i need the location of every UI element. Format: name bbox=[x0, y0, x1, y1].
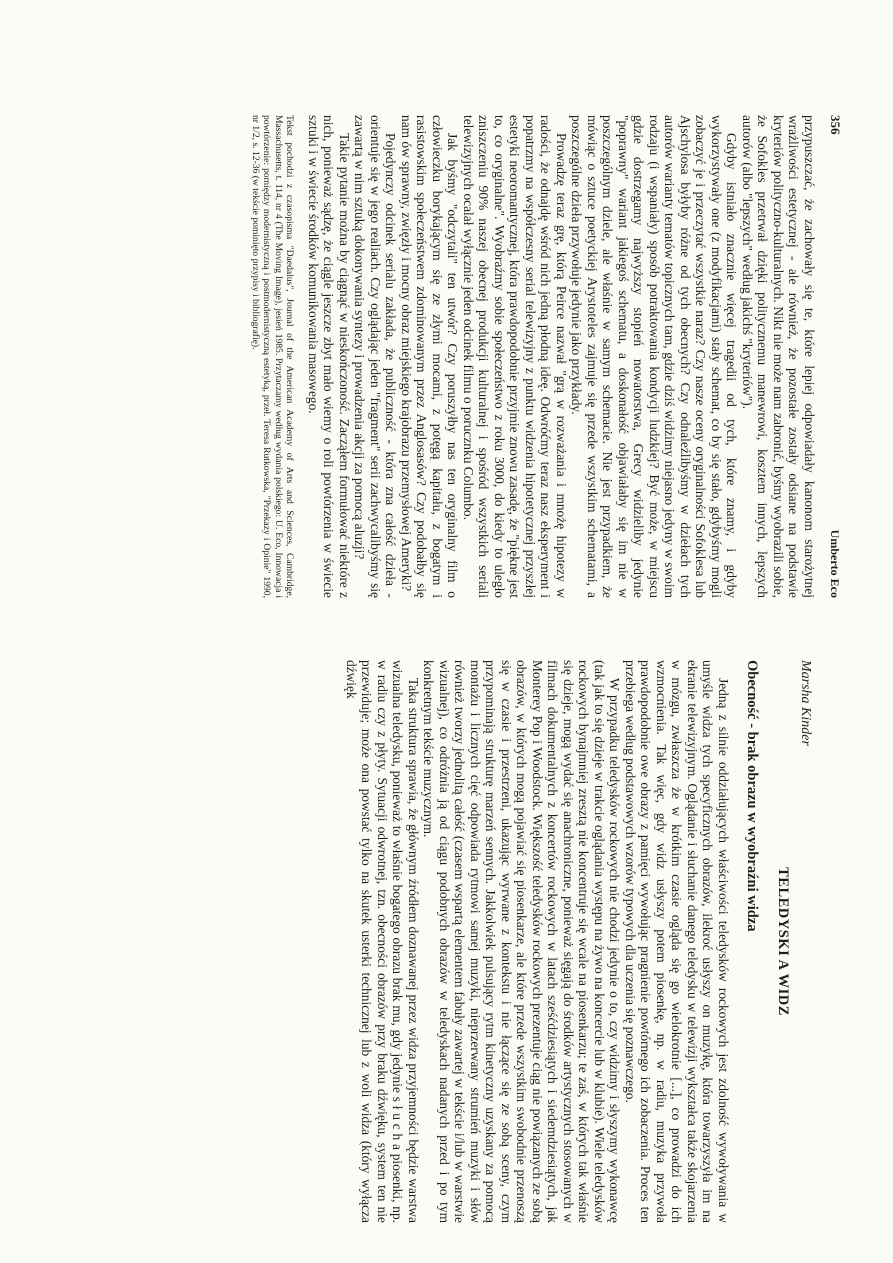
source-footnote: Tekst pochodzi z czasopisma "Daedalus", Journal of the American Academy of Arts and Sciences, Cambridge, Massachusetts, t. 114, nr 4 (The Moving Image), jesień 1985. Przytaczamy według wydania polskiego: U. Eco, Innowacja i powtórzenie: pomiędzy modernistyczną i postmodernistyczną estetyką, przeł. Teresa Rutkowska, "Przekazy i Opinie" 1990, nr 1/2, s. 12-36 (w tekście pominięto przypisy i bibliografię). bbox=[250, 115, 296, 598]
paragraph: Gdyby istniało znacznie więcej tragedii od tych, które znamy, i gdyby wykorzystywały one (z modyfikacjami) stały schemat, co by się stało, gdybyśmy mogli zobaczyć je i przeczytać wszystkie naraz? Czy nasze oceny oryginalności Sofoklesa lub Ajschylosa byłyby różne od tych obecnych? Czy odnaleźlibyśmy w dziełach tych autorów warianty tematów topicznych tam, gdzie dziś widzimy niejasno jedyny w swoim rodzaju (i wspaniały) sposób potraktowania kondycji ludzkiej? Być może, w miejscu gdzie dostrzegamy najwyższy stopień nowatorstwa, Grecy widzieliby jedynie "poprawny" wariant jakiegoś schematu, a doskonałość objawiałaby się im nie w poszczególnym dziele, ale właśnie w samym schemacie. Nie jest przypadkiem, że mówiąc o sztuce poetyckiej Arystoteles zajmuje się przede wszystkim schematami, a poszczególne dzieła przywołuje jedynie jako przykłady. bbox=[569, 115, 740, 598]
paragraph: Taka struktura sprawia, że głównym źródłem doznawanej przez widza przyjemności będzie warstwa wizualna teledysku, ponieważ to właśnie bogatego obrazu brak mu, gdy jedynie s ł u c h a piosenki, np. w radiu czy z płyty. Sytuacji odwrotnej, tzn. obecności obrazów przy braku dźwięku, system ten nie przewiduje; może ona powstać tylko na skutek usterki technicznej lub z woli widza (który wyłącza dźwięk bbox=[344, 660, 421, 1223]
paragraph: W przypadku teledysków rockowych nie chodzi jedynie o to, czy widzimy i słyszymy wykonawcę (tak jak to się dzieje w trakcie oglądania występu na żywo na koncercie lub w klubie). Wiele teledysków rockowych bynajmniej zresztą nie koncentruje się wcale na piosenkarzu; te zaś, w których tak właśnie się dzieje, mogą wydać się anachroniczne, ponieważ sięgają do środków artystycznych stosowanych w filmach dokumentalnych z koncertów rockowych w latach sześćdziesiątych i siedemdziesiątych, jak Monterey Pop i Woodstock. Większość teledysków rockowych prezentuje ciąg nie powiązanych ze sobą obrazów, w których mogą pojawiać się piosenkarze, ale które przede wszystkim swobodnie przenoszą się w czasie i przestrzeni, ukazując wyrwane z kontekstu i nie łączące się ze sobą sceny, czym przypominają strukturę marzeń sennych. Jakkolwiek pulsujący rytm kinetyczny uzyskany za pomocą montażu i licznych cięć odpowiada rytmowi samej muzyki, nieprzerwany strumień muzyki i słów również tworzy jednolitą całość (czasem wspartą elementem fabuły zawartej w tekście i/lub w warstwie wizualnej), co odróżnia ją od ciągu podobnych obrazów w teledyskach nadanych przed i po tym konkretnym tekście muzycznym. bbox=[421, 660, 623, 1223]
paragraph: Prowadzę teraz grę, którą Peirce nazwał "grą w rozważania i mnożę hipotezy w radości, że odnajdę wśród nich jedną płodną ideę. Odwróćmy teraz nasz eksperyment i popatrzmy na współczesny serial telewizyjny z punktu widzenia hipotetycznej przyszłej estetyki neoromantycznej, która prawdopodobnie przyjmie znowu zasadę, że "piękne jest to, co oryginalne". Wyobraźmy sobie społeczeństwo z roku 3000, do kiedy to uległo zniszczeniu 90% naszej obecnej produkcji kulturalnej i spośród wszystkich seriali telewizyjnych ocalał wyłącznie jeden odcinek filmu o porucznku Columbo. bbox=[461, 115, 569, 598]
running-head bbox=[827, 115, 843, 598]
paragraph: przypuszczać, że zachowały się te, które lepiej odpowiadały kanonom starożytnej wrażliwości estetycznej - ale również, że pozostałe zostały odsiane na podstawie kryteriów polityczno-kulturalnych. Nikt nie może nam zabronić, byśmy wyobrazili sobie, że Sofokles przetrwał dzięki politycznemu manewrowi, kosztem innych, lepszych autorów (albo "lepszych" według jakichś "kryteriów"). bbox=[740, 115, 817, 598]
article-title: TELEDYSKI A WIDZ bbox=[775, 867, 791, 1016]
section-heading: Obecność - brak obrazu w wyobraźni widza bbox=[744, 660, 760, 932]
running-head-author: Umberto Eco bbox=[828, 529, 842, 598]
paragraph: Jak byśmy "odczytali" ten utwór? Czy poruszyłby nas ten oryginalny film o człowieczku borykającym się ze złymi mocami, z potęgą kapitału, z bogatym i rasistowskim społeczeństwem zdominowanym przez Anglosasów? Czy podobałby się nam ów sprawny, zwięzły i mocny obraz miejskiego krajobrazu przemysłowej Ameryki? bbox=[399, 115, 461, 598]
article-author: Marsha Kinder bbox=[798, 660, 813, 746]
paragraph: Jedną z silnie oddziałujących właściwości teledysków rockowych jest zdolność wywoływania w umyśle widza tych specyficznych obrazów, ilekroć usłyszy on muzykę, która towarzyszyła im na ekranie telewizyjnym. Oglądanie i słuchanie danego teledysku w telewizji wykształca także skojarzenia w mózgu, zwłaszcza że w krótkim czasie ogląda się go wielokrotnie [...], co prowadzi do ich wzmocnienia. Tak więc, gdy widz usłyszy potem piosenkę, np. w radiu, muzyka przywoła prawdopodobnie owe obrazy z pamięci wywołując pragnienie powtórnego ich zobaczenia. Proces ten przebiega według podstawowych wzorów typowych dla uczenia się poznawczego. bbox=[623, 660, 731, 1223]
page-number: 356 bbox=[828, 115, 843, 135]
left-text-column bbox=[306, 115, 818, 598]
paragraph: Takie pytanie można by ciągnąć w nieskończoność. Zacząłem formułować niektóre z nich, ponieważ sądzę, że ciągle jeszcze zbyt mało wiemy o roli powtórzenia w świecie sztuki i w świecie środków komunikowania masowego. bbox=[306, 115, 352, 598]
right-text-column bbox=[344, 660, 732, 1223]
paragraph: Pojedynczy odcinek serialu zakłada, że publiczność - która zna całość dzieła - orientuje się w jego realiach. Czy oglądając jeden "fragment" serii zachwycalibyśmy się zawartą w nim sztuką dokonywania syntezy i prowadzenia akcji za pomocą aluzji? bbox=[352, 115, 399, 598]
right-page bbox=[0, 632, 893, 1263]
